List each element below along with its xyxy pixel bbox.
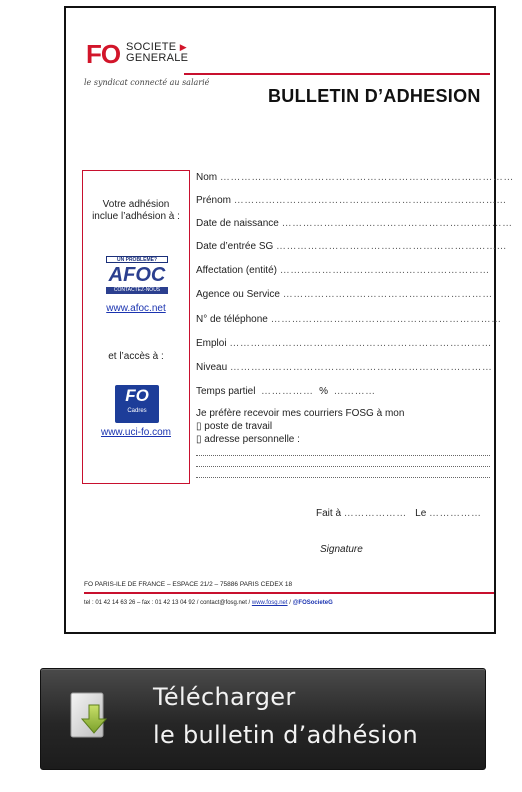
address-line-1[interactable]	[196, 455, 490, 456]
header-divider	[184, 73, 490, 75]
field-emploi[interactable]: Emploi …………………………………………………………………	[196, 338, 492, 349]
checkbox-icon[interactable]: ▯	[196, 434, 202, 445]
field-date-entree[interactable]: Date d’entrée SG …………………………………………………………	[196, 241, 508, 252]
address-line-2[interactable]	[196, 466, 490, 467]
footer-divider	[84, 592, 494, 594]
benefits-intro: Votre adhésion inclue l’adhésion à :	[92, 199, 180, 222]
triangle-icon: ▶	[179, 42, 187, 52]
access-text: et l’accès à :	[108, 351, 164, 362]
uci-fo-link[interactable]: www.uci-fo.com	[100, 427, 171, 438]
download-document-icon	[69, 691, 113, 745]
afoc-link[interactable]: www.afoc.net	[106, 303, 166, 314]
footer-address: FO PARIS-ILE DE FRANCE – ESPACE 21/2 – 75886 PARIS CEDEX 18	[84, 581, 293, 588]
download-label-line2: le bulletin d’adhésion	[153, 721, 418, 749]
afoc-logo: UN PROBLEME? AFOC CONTACTEZ-NOUS	[106, 256, 168, 302]
courrier-question: Je préfère recevoir mes courriers FOSG à mon	[196, 408, 405, 419]
field-temps-partiel[interactable]: Temps partiel …………… % …………	[196, 386, 376, 397]
fait-le-line[interactable]: Fait à ……………… Le ……………	[316, 508, 482, 519]
field-telephone[interactable]: N° de téléphone …………………………………………………………	[196, 314, 502, 325]
address-line-3[interactable]	[196, 477, 490, 478]
twitter-link[interactable]: @FOSocieteG	[292, 600, 333, 606]
logo-fo: FO	[86, 39, 121, 69]
download-form-button[interactable]	[40, 668, 486, 770]
field-prenom[interactable]: Prénom ……………………………………………………………………	[196, 195, 507, 206]
logo-tagline: le syndicat connecté au salarié	[84, 78, 210, 87]
logo-text: SOCIETE ▶ GENERALE	[126, 41, 189, 64]
field-nom[interactable]: Nom …………………………………………………………………………	[196, 172, 514, 183]
page-title: BULLETIN D’ADHESION	[268, 86, 481, 106]
field-agence[interactable]: Agence ou Service ……………………………………………………	[196, 289, 493, 300]
option-poste-travail[interactable]: ▯ poste de travail	[196, 421, 273, 432]
website-link[interactable]: www.fosg.net	[251, 600, 288, 606]
field-niveau[interactable]: Niveau …………………………………………………………………	[196, 362, 493, 373]
option-adresse-personnelle[interactable]: ▯ adresse personnelle :	[196, 434, 300, 445]
footer-contact: tel : 01 42 14 63 26 – fax : 01 42 13 04 92 / contact@fosg.net / www.fosg.net / @FOSocieteG	[84, 600, 333, 606]
checkbox-icon[interactable]: ▯	[196, 421, 202, 432]
field-date-naissance[interactable]: Date de naissance …………………………………………………………	[196, 218, 513, 229]
download-label-line1: Télécharger	[153, 683, 296, 711]
membership-benefits-box	[82, 170, 190, 484]
fo-cadres-logo: FO Cadres	[115, 385, 159, 423]
field-affectation[interactable]: Affectation (entité) ……………………………………………………	[196, 265, 490, 276]
signature-label: Signature	[320, 544, 363, 555]
